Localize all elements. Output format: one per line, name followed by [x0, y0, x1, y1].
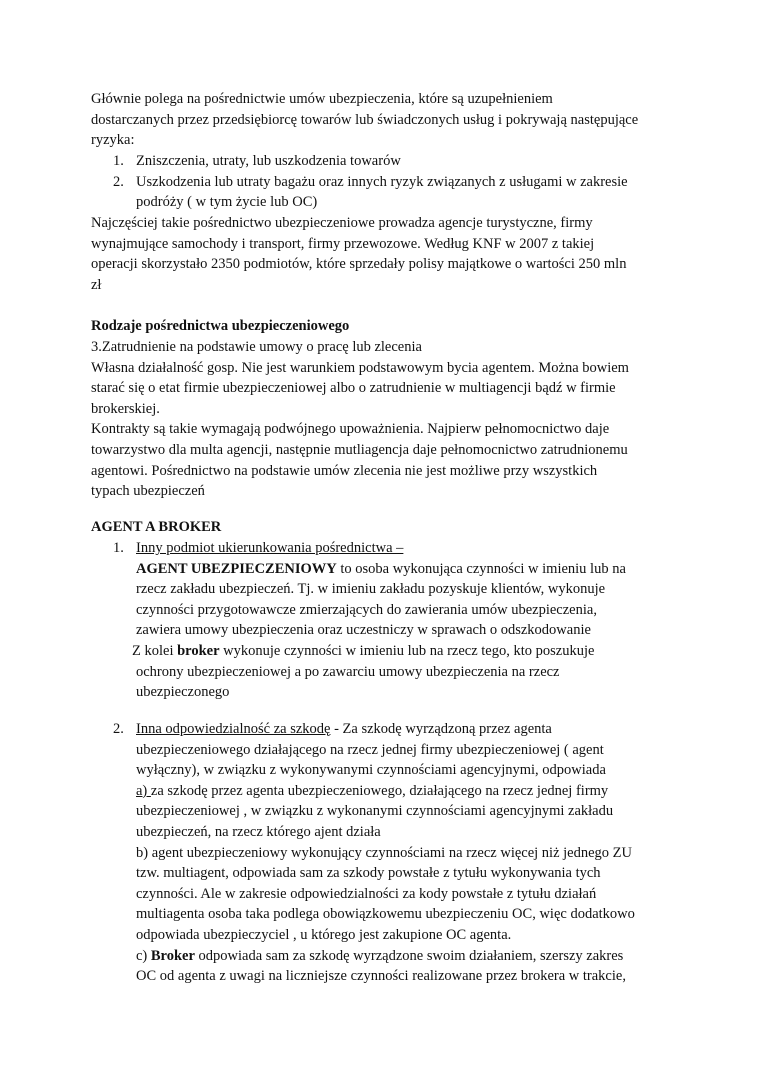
broker-term: Broker [150, 947, 195, 964]
text-line: ubezpieczeniowej , w związku z wykonanymi czynnościami agencyjnymi zakładu [136, 803, 614, 820]
text-line: Najczęściej takie pośrednictwo ubezpieczeniowe prowadza agencje turystyczne, firmy [91, 215, 593, 231]
text-run: odpowiada sam za szkodę wyrządzone swoim działaniem, szerszy zakres [194, 947, 624, 964]
list-item [91, 172, 681, 213]
list-item [91, 719, 681, 987]
text-line: zawiera umowy ubezpieczenia oraz uczestniczy w sprawach o odszkodowanie [136, 622, 591, 639]
item-title: Inna odpowiedzialność za szkodę [136, 721, 331, 737]
text-line: ubezpieczeń, na rzecz którego ajent działa [136, 823, 381, 840]
text-line: starać się o etat firmie ubezpieczeniowej albo o zatrudnienie w multiagencji bądź w firmie [91, 380, 616, 397]
text-line: ubezpieczonego [136, 684, 230, 701]
text-line: czynności. Ale w zakresie odpowiedzialności za kody powstałe z tytułu działań [136, 885, 597, 902]
text-line: operacji skorzystało 2350 podmiotów, które sprzedały polisy majątkowe o wartości 250 mln [91, 256, 627, 273]
agent-broker-item-2 [91, 719, 681, 987]
text-line: multiagenta osoba taka podlega obowiązkowemu ubezpieczeniu OC, więc dodatkowo [136, 906, 635, 923]
rodzaje-paragraph [91, 337, 681, 502]
text-line: rzecz zakładu ubezpieczeń. Tj. w imieniu zakładu pozyskuje klientów, wykonuje [136, 581, 606, 598]
broker-definition-line [132, 641, 681, 662]
text-line: wyłączny), w związku z wykonywanymi czynnościami agencyjnymi, odpowiada [136, 762, 606, 779]
point-c-line [136, 946, 681, 967]
text-line: odpowiada ubezpieczyciel , u którego jest zakupione OC agenta. [136, 926, 512, 943]
point-a-line [136, 781, 681, 802]
text-line: czynności przygotowawcze zmierzających do zawierania umów ubezpieczenia, [136, 601, 597, 618]
broker-term: broker [177, 642, 220, 659]
text-line: wynajmujące samochody i transport, firmy przewozowe. Według KNF w 2007 z takiej [91, 235, 595, 252]
agent-broker-item-1 [91, 538, 681, 703]
text-line: 3.Zatrudnienie na podstawie umowy o pracę lub zlecenia [91, 339, 422, 355]
list-number: 2. [113, 721, 124, 737]
text-line: dostarczanych przez przedsiębiorcę towarów lub świadczonych usług i pokrywają następujące [91, 111, 639, 128]
list-number: 2. [113, 173, 124, 190]
text-run: c) [136, 947, 151, 964]
text-line: Własna działalność gosp. Nie jest warunkiem podstawowym bycia agentem. Można bowiem [91, 359, 629, 376]
text-line: towarzystwo dla multa agencji, następnie mutliagencja daje pełnomocnictwo zatrudnionemu [91, 441, 628, 458]
item-title-line [136, 719, 681, 740]
text-run: wykonuje czynności w imieniu lub na rzecz tego, kto poszukuje [219, 642, 595, 659]
text-line: ryzyka: [91, 132, 135, 149]
text-line: typach ubezpieczeń [91, 483, 205, 500]
text-line: ubezpieczeniowego działającego na rzecz jednej firmy ubezpieczeniowej ( agent [136, 741, 604, 758]
list-number: 1. [113, 153, 124, 169]
text-run: to osoba wykonująca czynności w imieniu lub na [336, 560, 626, 577]
risks-list [91, 151, 681, 213]
list-item [91, 151, 681, 172]
text-line: Głównie polega na pośrednictwie umów ubezpieczenia, które są uzupełnieniem [91, 91, 553, 107]
section-heading-rodzaje: Rodzaje pośrednictwa ubezpieczeniowego [91, 318, 350, 334]
text-run: - Za szkodę wyrządzoną przez agenta [330, 721, 552, 737]
list-number: 1. [113, 540, 124, 556]
agent-definition-line [136, 559, 681, 580]
text-line: zł [91, 276, 102, 293]
text-line: podróży ( w tym życie lub OC) [136, 194, 318, 211]
text-line: agentowi. Pośrednictwo na podstawie umów zlecenia nie jest możliwe przy wszystkich [91, 462, 598, 479]
text-line: brokerskiej. [91, 400, 160, 417]
text-line: Kontrakty są takie wymagają podwójnego upoważnienia. Najpierw pełnomocnictwo daje [91, 421, 610, 438]
text-line: OC od agenta z uwagi na liczniejsze czynności realizowane przez brokera w trakcie, [136, 968, 626, 985]
text-line: tzw. multiagent, odpowiada sam za szkody powstałe z tytułu wykonywania tych [136, 865, 601, 882]
point-a-label: a) [136, 782, 151, 799]
item-title: Inny podmiot ukierunkowania pośrednictwa – [136, 540, 404, 556]
text-run: Z kolei [132, 642, 178, 659]
section-heading-agent-broker: AGENT A BROKER [91, 519, 222, 535]
knf-paragraph [91, 213, 681, 295]
text-run: za szkodę przez agenta ubezpieczeniowego, działającego na rzecz jednej firmy [150, 782, 609, 799]
list-item [91, 538, 681, 703]
text-line: ochrony ubezpieczeniowej a po zawarciu umowy ubezpieczenia na rzecz [136, 663, 560, 680]
text-line: Zniszczenia, utraty, lub uszkodzenia towarów [136, 153, 401, 169]
text-line: b) agent ubezpieczeniowy wykonujący czynnościami na rzecz więcej niż jednego ZU [136, 844, 633, 861]
intro-paragraph [91, 89, 681, 151]
agent-term: AGENT UBEZPIECZENIOWY [136, 560, 337, 577]
text-line: Uszkodzenia lub utraty bagażu oraz innych ryzyk związanych z usługami w zakresie [136, 173, 628, 190]
